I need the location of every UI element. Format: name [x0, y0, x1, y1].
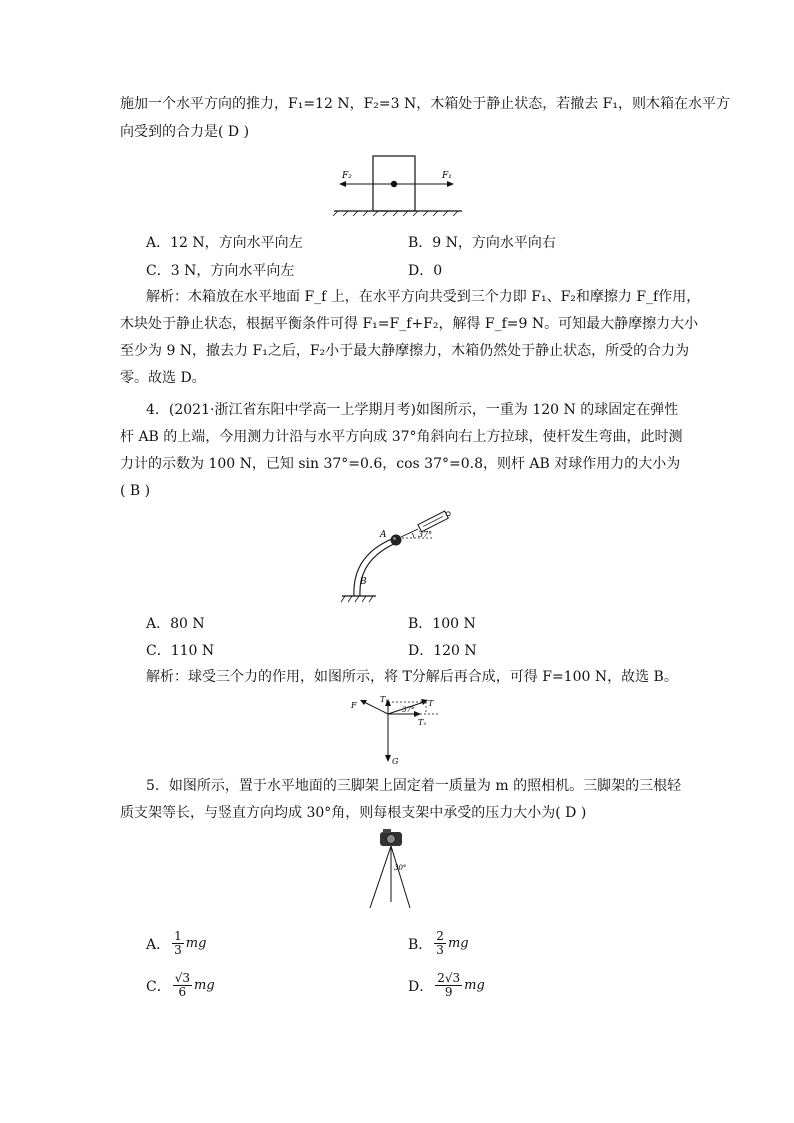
q5-option-c-num: √3	[174, 971, 190, 985]
q3-option-c: C．3 N，方向水平向左	[146, 263, 295, 279]
q3-option-d: D．0	[408, 263, 443, 279]
q5-option-b	[408, 930, 469, 957]
q4-stem-line-3: 力计的示数为 100 N，已知 sin 37°=0.6，cos 37°=0.8，则杆 AB 对球作用力的大小为	[120, 456, 681, 472]
q5-option-b-fraction	[434, 930, 446, 957]
point-a-label: A	[380, 530, 387, 540]
point-b-label: B	[360, 577, 367, 587]
q4-stem-line-4: ( B )	[120, 483, 151, 499]
force-ty-label: Tᵧ	[380, 696, 389, 704]
q3-stem-line-1: 施加一个水平方向的推力，F₁=12 N，F₂=3 N，木箱处于静止状态，若撤去 F₁，则木箱在水平方	[120, 96, 731, 112]
q5-stem-line-2: 质支架等长，与竖直方向均成 30°角，则每根支架中承受的压力大小为( D )	[120, 805, 587, 821]
q5-option-b-prefix: B．	[408, 936, 433, 953]
q5-option-d-den: 9	[444, 985, 453, 999]
q5-option-a-num: 1	[174, 929, 182, 943]
q3-analysis-line-4: 零。故选 D。	[120, 370, 206, 386]
q5-option-a-fraction	[172, 930, 184, 957]
force-angle-label: 37°	[402, 706, 415, 714]
force-t-label: T	[428, 699, 434, 708]
q5-stem-line-1: 5．如图所示，置于水平地面的三脚架上固定着一质量为 m 的照相机。三脚架的三根轻	[146, 778, 682, 794]
q5-option-c-suffix: mg	[194, 978, 215, 993]
q3-option-a: A．12 N，方向水平向左	[146, 235, 303, 251]
force-tx-label: Tₓ	[418, 718, 427, 727]
q5-option-a	[146, 930, 206, 957]
q5-option-a-den: 3	[174, 943, 182, 957]
q5-option-b-num: 2	[436, 929, 444, 943]
q3-analysis-line-1: 解析：木箱放在水平地面 F_f 上，在水平方向共受到三个力即 F₁、F₂和摩擦力 F_f作用，	[146, 289, 701, 305]
q3-stem-line-2: 向受到的合力是( D )	[120, 124, 250, 140]
q5-option-b-den: 3	[436, 943, 444, 957]
q4-stem-line-1: 4．(2021·浙江省东阳中学高一上学期月考)如图所示，一重为 120 N 的球固定在弹性	[146, 402, 679, 418]
q4-option-b: B．100 N	[408, 616, 476, 632]
q5-option-d-prefix: D．	[408, 978, 434, 995]
q4-analysis: 解析：球受三个力的作用，如图所示，将 T分解后再合成，可得 F=100 N，故选 B。	[146, 669, 678, 685]
q3-analysis-line-2: 木块处于静止状态，根据平衡条件可得 F₁=F_f+F₂，解得 F_f=9 N。可知最大静摩擦力大小	[120, 316, 699, 332]
q5-option-d	[408, 972, 485, 999]
q5-angle-label: 30°	[394, 864, 407, 872]
q3-option-b: B．9 N，方向水平向右	[408, 235, 556, 251]
force-f-label: F	[351, 701, 357, 710]
q5-option-d-num: 2√3	[437, 971, 461, 985]
q4-stem-line-2: 杆 AB 的上端，今用测力计沿与水平方向成 37°角斜向右上方拉球，使杆发生弯曲，此时测	[120, 429, 683, 445]
q5-option-c-prefix: C．	[146, 978, 171, 995]
q5-option-c-den: 6	[178, 985, 187, 999]
q5-option-c-fraction	[173, 972, 192, 999]
f2-label: F₂	[342, 171, 352, 181]
q4-rod-figure	[336, 505, 460, 605]
q3-analysis-line-3: 至少为 9 N，撤去力 F₁之后，F₂小于最大静摩擦力，木箱仍然处于静止状态，所受的合力为	[120, 343, 690, 359]
q5-option-c	[146, 972, 215, 999]
q4-angle-label: 37°	[418, 530, 433, 539]
q5-option-a-prefix: A．	[146, 936, 171, 953]
q5-option-b-suffix: mg	[447, 936, 469, 951]
q3-box-figure	[330, 150, 470, 216]
q5-option-d-fraction	[435, 972, 462, 999]
q5-option-d-suffix: mg	[464, 978, 485, 993]
q5-tripod-figure	[364, 826, 434, 912]
f1-label: F₁	[442, 171, 452, 181]
q4-force-diagram	[346, 696, 446, 768]
q4-option-d: D．120 N	[408, 643, 477, 659]
q4-option-a: A．80 N	[146, 616, 205, 632]
q4-option-c: C．110 N	[146, 643, 215, 659]
q5-option-a-suffix: mg	[185, 936, 207, 951]
force-g-label: G	[392, 757, 399, 766]
